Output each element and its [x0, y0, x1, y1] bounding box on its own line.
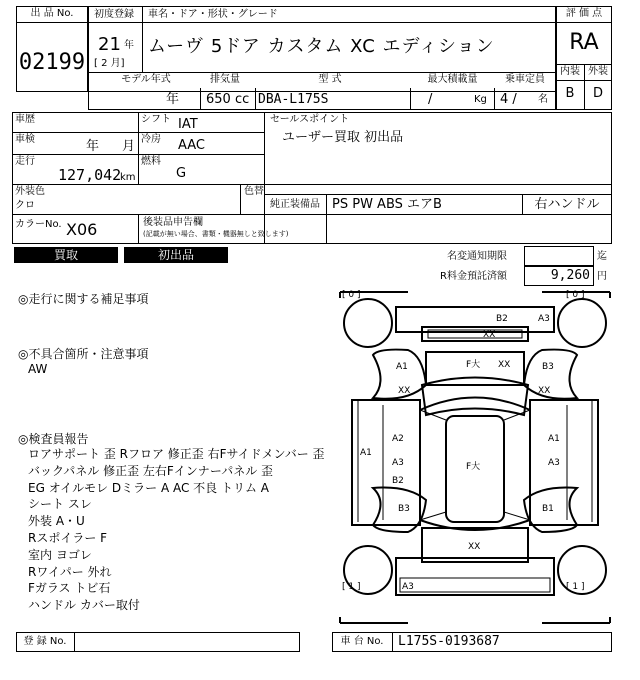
- car-name: ムーヴ 5ドア カスタム XC エディション: [148, 36, 495, 57]
- report-line: バックパネル 修正歪 左右Fインナーパネル 歪: [28, 463, 274, 478]
- type: DBA-L175S: [258, 92, 329, 107]
- report-line: 室内 ヨゴレ: [28, 547, 92, 562]
- exterior-grade: D: [592, 86, 603, 101]
- ext-color: クロ: [15, 200, 35, 211]
- name-change-unit: 迄: [597, 251, 607, 262]
- defects: AW: [28, 362, 48, 376]
- mark-rear-a3: A3: [538, 314, 550, 324]
- report-line: ロアサポート 歪 Rフロア 修正歪 右Fサイドメンバー 歪: [28, 447, 325, 461]
- mark-bottom-a3: A3: [402, 582, 414, 592]
- model-year-label: モデル年式: [121, 74, 171, 85]
- shift-label: シフト: [141, 114, 171, 125]
- mark-left-a3: A3: [392, 458, 404, 468]
- inspection-year: 年: [86, 139, 100, 154]
- mark-left-a2: A2: [392, 434, 404, 444]
- inspection-month: 月: [122, 139, 136, 154]
- diagram-top-right-label: [ 0 ]: [566, 290, 585, 300]
- inspector-label: ◎検査員報告: [18, 432, 89, 446]
- interior-label: 内装: [560, 66, 580, 77]
- ac: AAC: [178, 138, 205, 153]
- type-label: 型 式: [318, 74, 342, 85]
- chassis-label: 車 台 No.: [340, 636, 384, 647]
- supplement-label: ◎走行に関する補足事項: [18, 292, 149, 306]
- mark-center-f: F大: [466, 462, 481, 472]
- mileage-unit: km: [120, 172, 136, 183]
- std-equip: PS PW ABS エアB: [332, 197, 442, 212]
- capacity-label: 乗車定員: [505, 74, 545, 85]
- mark-left-b2: B2: [392, 476, 404, 486]
- diagram-bottom-right-label: [ 1 ]: [566, 582, 585, 592]
- mark-lr-xx: XX: [398, 386, 411, 396]
- report-line: ハンドル カバー取付: [28, 598, 140, 613]
- max-load: /: [428, 92, 433, 107]
- inspection-label: 車検: [15, 134, 35, 145]
- displacement-label: 排気量: [210, 74, 240, 85]
- fuel-label: 燃料: [141, 156, 161, 167]
- mark-right-a3: A3: [548, 458, 560, 468]
- report-line: Fガラス トビ石: [28, 581, 111, 596]
- damage-diagram: [338, 290, 612, 625]
- recycle-amount: 9,260: [550, 268, 590, 283]
- mark-lr-a1: A1: [396, 362, 408, 372]
- capacity: 4 /: [500, 92, 517, 107]
- car-name-label: 車名・ドア・形状・グレード: [148, 9, 278, 20]
- recolor-label: 色替: [244, 186, 264, 197]
- ext-color-label: 外装色: [15, 186, 45, 197]
- mark-front-xx: XX: [468, 542, 481, 552]
- chassis-no: L175S-0193687: [398, 634, 500, 649]
- sales-point-label: セールスポイント: [270, 114, 350, 125]
- name-change-label: 名変通知期限: [447, 251, 507, 262]
- report-line: EG オイルモレ Dミラー A AC 不良 トリム A: [28, 480, 270, 495]
- mark-roof-f: F大: [466, 360, 481, 370]
- mark-rr-b3: B3: [542, 362, 554, 372]
- exterior-label: 外装: [588, 66, 608, 77]
- recycle-label: R料金預託済額: [440, 271, 507, 282]
- history-label: 車歴: [15, 114, 35, 125]
- report-line: Rスポイラー F: [28, 530, 108, 545]
- report-line: 外装 A・U: [28, 514, 85, 529]
- mark-rf-b1: B1: [542, 504, 554, 514]
- sales-point: ユーザー買取 初出品: [282, 130, 404, 145]
- color-no-label: カラーNo.: [15, 219, 62, 230]
- tag-buyout: 買取: [14, 247, 118, 263]
- shift: IAT: [178, 117, 198, 132]
- mark-rear-b2: B2: [496, 314, 508, 324]
- first-reg-label: 初度登録: [94, 9, 134, 20]
- color-no: X06: [66, 220, 98, 239]
- aftermarket-label: 後装品申告欄: [143, 217, 203, 228]
- year-unit: 年: [124, 40, 134, 51]
- steering: 右ハンドル: [534, 197, 600, 212]
- interior-grade: B: [565, 86, 575, 101]
- grade-label: 評 価 点: [565, 8, 603, 19]
- mileage: 127,042: [58, 166, 122, 184]
- defects-label: ◎不具合箇所・注意事項: [18, 347, 149, 361]
- mark-roof-xx: XX: [498, 360, 511, 370]
- reg-no-label: 登 録 No.: [23, 636, 67, 647]
- model-year-unit: 年: [166, 92, 180, 107]
- lot-no-label: 出 品 No.: [30, 8, 74, 19]
- max-load-unit: Kg: [474, 94, 487, 105]
- car-outline: [338, 290, 612, 625]
- report-line: シート スレ: [28, 497, 92, 512]
- aftermarket-note: (記載が無い場合、書類・機器無しと致します): [143, 230, 289, 238]
- max-load-label: 最大積載量: [427, 74, 478, 85]
- diagram-bottom-left-label: [ 1 ]: [342, 582, 361, 592]
- name-change-box: [524, 246, 594, 266]
- first-reg-month: [ 2 月]: [94, 58, 125, 69]
- mark-rear-xx: XX: [483, 330, 496, 340]
- mark-left-a1: A1: [360, 448, 372, 458]
- fuel: G: [176, 166, 187, 181]
- grade: RA: [569, 30, 599, 55]
- std-equip-label: 純正装備品: [270, 199, 320, 210]
- diagram-top-left-label: [ 0 ]: [342, 290, 361, 300]
- mark-right-a1: A1: [548, 434, 560, 444]
- ac-label: 冷房: [141, 134, 161, 145]
- report-lines: [28, 446, 325, 614]
- first-reg-year: 21: [98, 34, 121, 55]
- report-line: Rワイパー 外れ: [28, 564, 112, 579]
- lot-no: 02199: [18, 50, 86, 75]
- capacity-unit: 名: [538, 94, 548, 105]
- recycle-unit: 円: [597, 271, 607, 282]
- mark-lf-b3: B3: [398, 504, 410, 514]
- mark-rr-xx: XX: [538, 386, 551, 396]
- tag-first-listing: 初出品: [124, 247, 228, 263]
- mileage-label: 走行: [15, 156, 35, 167]
- displacement: 650 cc: [206, 92, 250, 107]
